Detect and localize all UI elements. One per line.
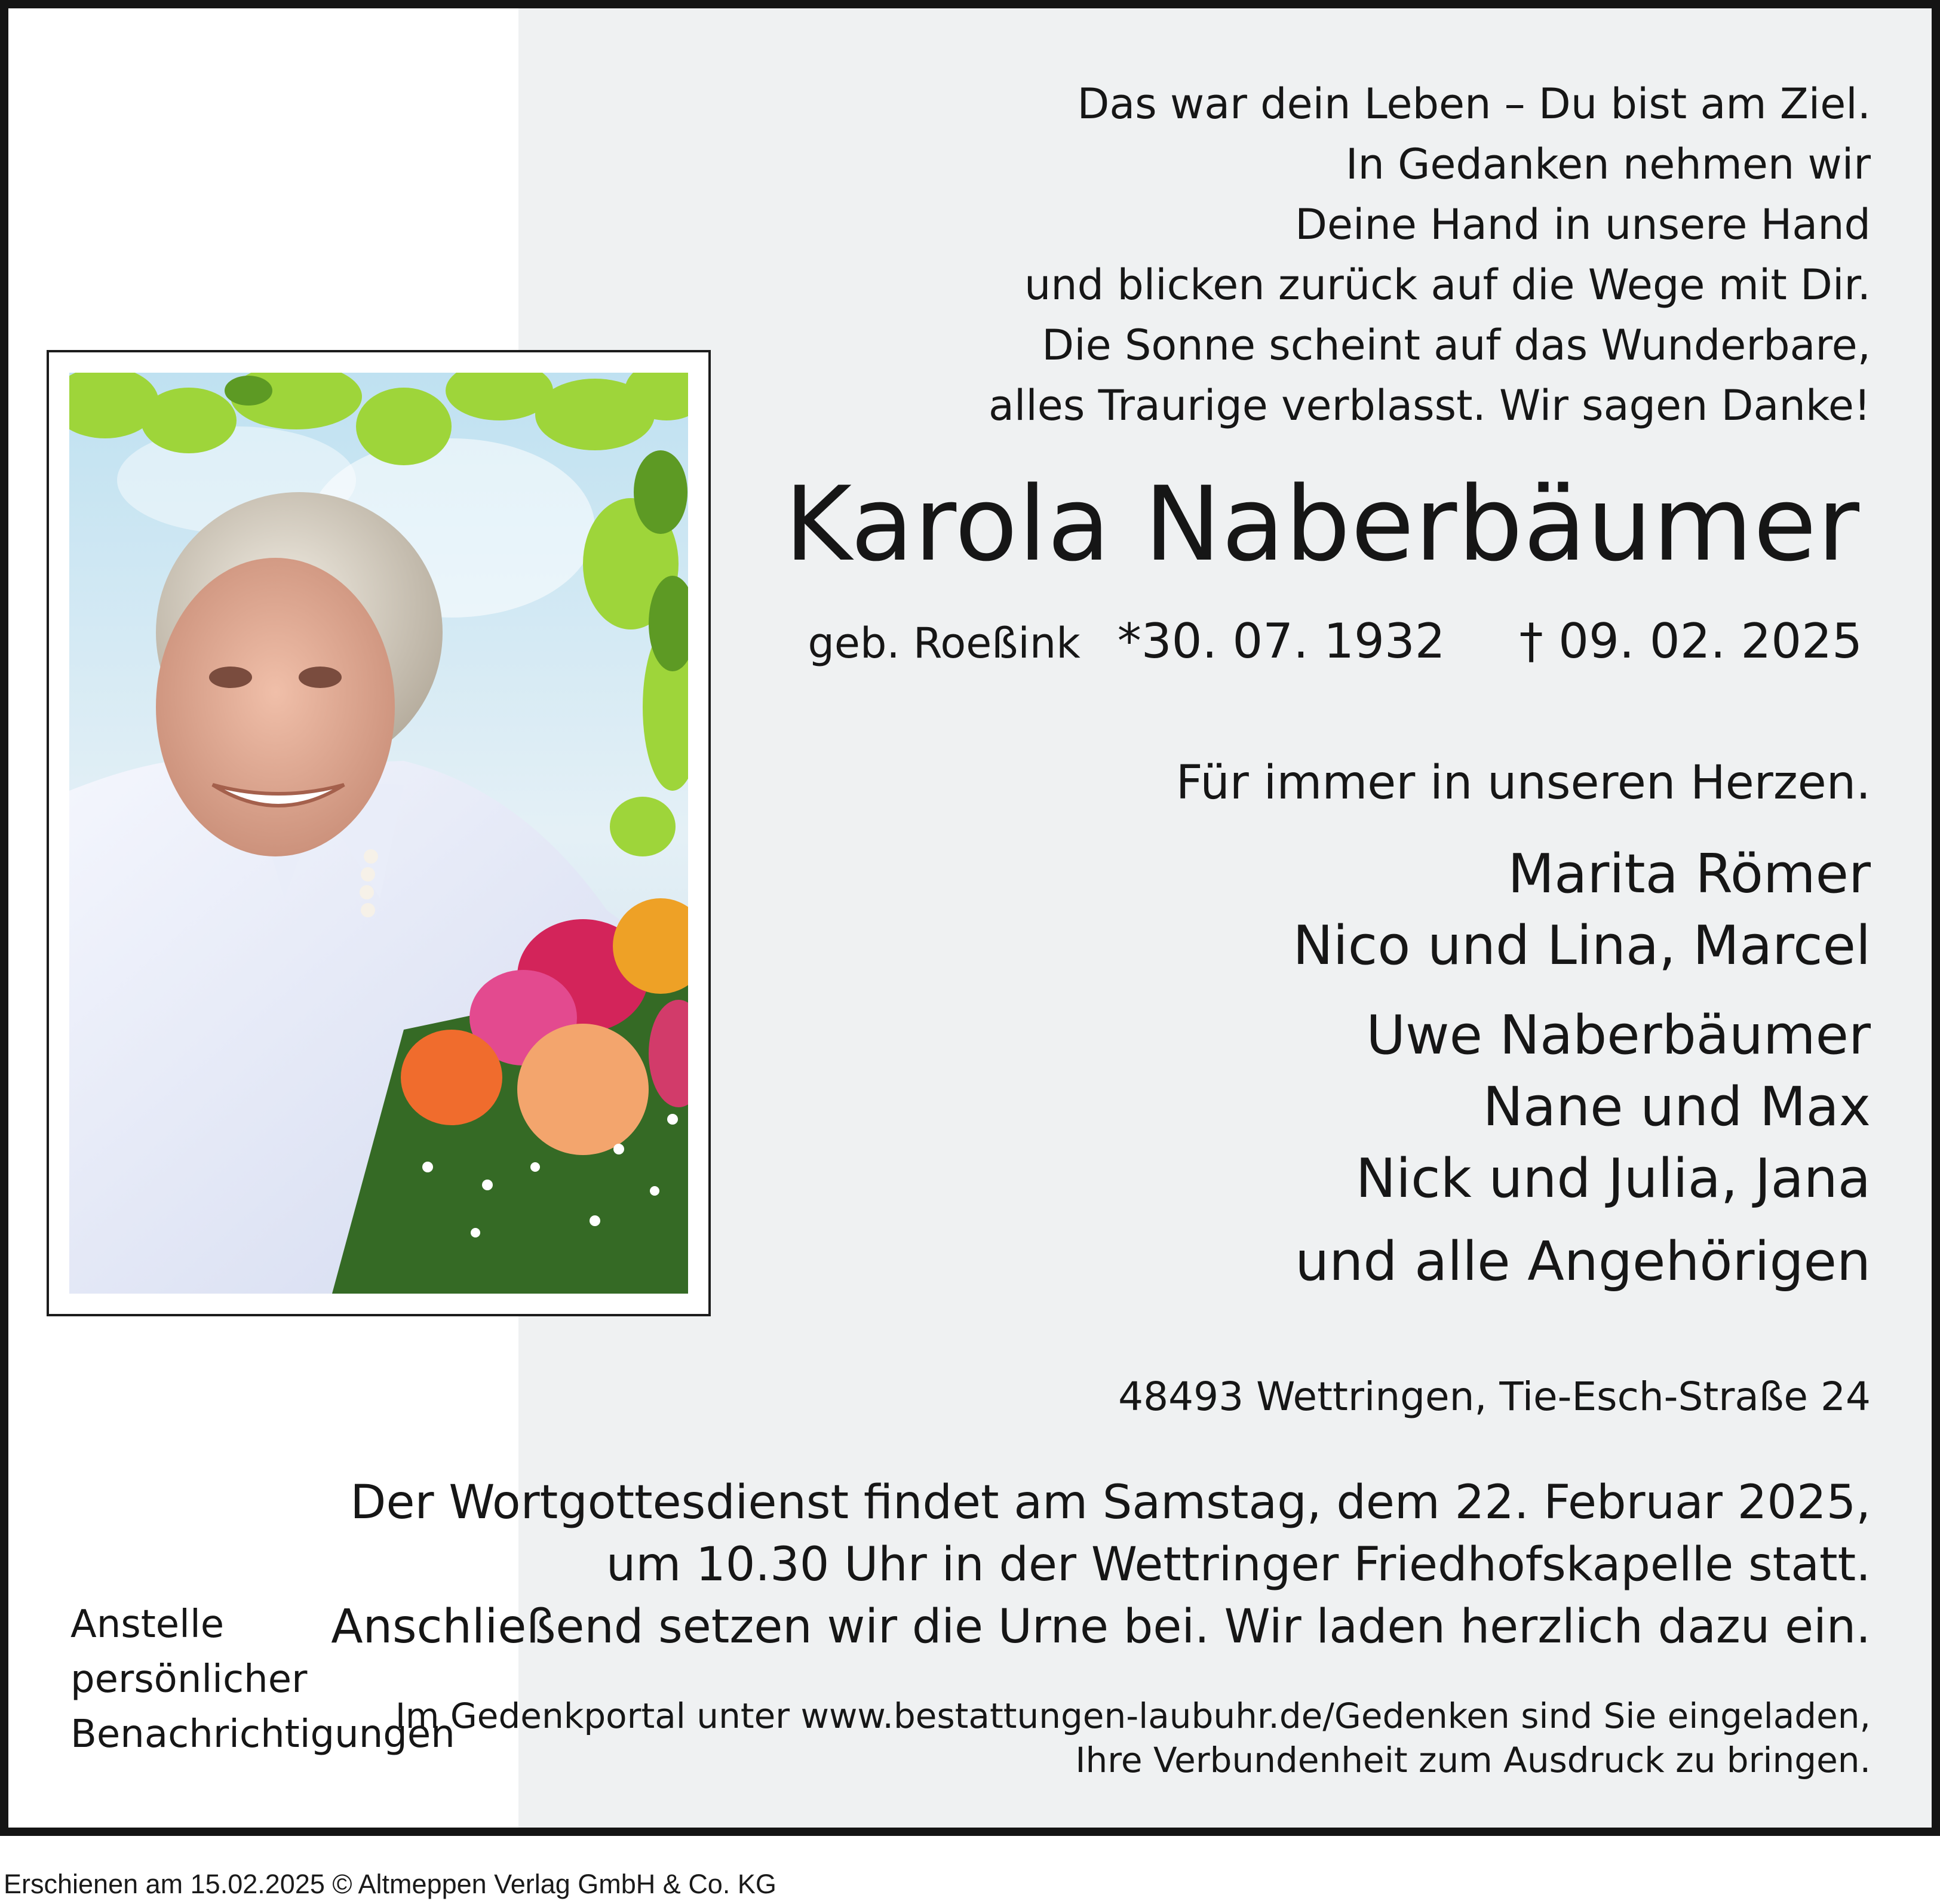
publication-credit: Erschienen am 15.02.2025 © Altmeppen Verlag GmbH & Co. KG [4, 1869, 776, 1899]
service-line: Anschließend setzen wir die Urne bei. Wir laden herzlich dazu ein. [331, 1600, 1871, 1654]
poem-line: In Gedanken nehmen wir [1345, 140, 1871, 189]
service-line: um 10.30 Uhr in der Wettringer Friedhofskapelle statt. [606, 1538, 1871, 1592]
deceased-name: Karola Naberbäumer [784, 464, 1860, 584]
mourner-name: Marita Römer [1508, 843, 1871, 905]
address: 48493 Wettringen, Tie-Esch-Straße 24 [1118, 1374, 1871, 1420]
instead-of-personal-notice [70, 1597, 455, 1762]
instead-line: Benachrichtigungen [70, 1712, 455, 1756]
memorial-portal-note [395, 1694, 1871, 1782]
portrait-photo [69, 373, 688, 1294]
death-date: † 09. 02. 2025 [1519, 613, 1862, 669]
instead-line: persönlicher [70, 1657, 308, 1702]
poem-line: Das war dein Leben – Du bist am Ziel. [1077, 79, 1871, 128]
portal-line: Im Gedenkportal unter www.bestattungen-laubuhr.de/Gedenken sind Sie eingeladen, [395, 1696, 1871, 1736]
service-info [331, 1472, 1871, 1658]
portrait-frame [47, 350, 711, 1316]
mourner-group [1293, 839, 1871, 982]
memorial-poem [989, 74, 1871, 436]
life-dates [808, 613, 1862, 669]
mourner-name: Uwe Naberbäumer [1366, 1004, 1871, 1067]
portal-line: Ihre Verbundenheit zum Ausdruck zu bringen. [1075, 1740, 1871, 1780]
birth-date: *30. 07. 1932 [1117, 613, 1445, 669]
poem-line: und blicken zurück auf die Wege mit Dir. [1024, 260, 1871, 309]
poem-line: alles Traurige verblasst. Wir sagen Danke! [989, 381, 1871, 430]
all-relatives: und alle Angehörigen [1295, 1230, 1871, 1293]
mourner-group [1356, 1000, 1871, 1215]
remembrance-phrase: Für immer in unseren Herzen. [1175, 756, 1871, 810]
mourner-name: Nico und Lina, Marcel [1293, 914, 1871, 977]
mourner-name: Nick und Julia, Jana [1355, 1147, 1871, 1210]
poem-line: Deine Hand in unsere Hand [1295, 200, 1871, 249]
poem-line: Die Sonne scheint auf das Wunderbare, [1042, 321, 1871, 370]
mourner-name: Nane und Max [1482, 1076, 1871, 1138]
service-line: Der Wortgottesdienst findet am Samstag, dem 22. Februar 2025, [350, 1476, 1871, 1530]
birth-name: geb. Roeßink [808, 619, 1080, 668]
instead-line: Anstelle [70, 1602, 225, 1647]
